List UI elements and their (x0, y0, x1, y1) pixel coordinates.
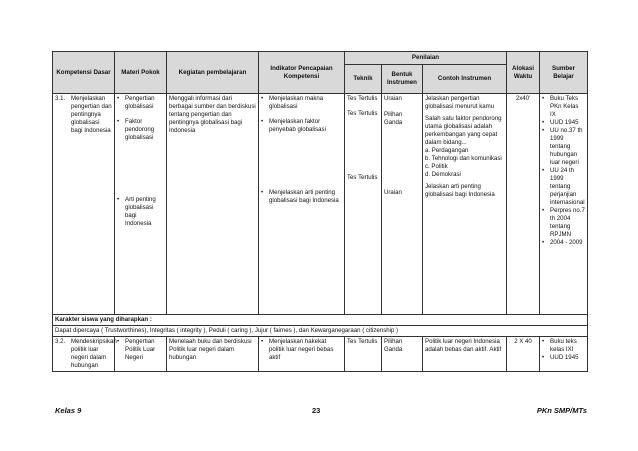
materi-item: Pengertian globalisasi (125, 95, 155, 110)
karakter-text: Dapat dipercaya ( Trustworthines), Integritas ( integrity ), Peduli ( caring ), Jujur ( fairnes ), dan Kewarganegaraan ( citizenship ) (53, 326, 588, 337)
bentuk-item: Uraian (384, 189, 402, 196)
bullet-icon: • (542, 127, 545, 134)
bentuk-item: Pilihan Ganda (384, 111, 403, 126)
sumber-item: UU no.37 th 1999 tentang hubungan luar negeri (550, 127, 583, 166)
header-kompetensi-dasar: Kompetensi Dasar (53, 52, 115, 94)
bullet-icon: • (542, 207, 545, 214)
bentuk-item: Uraian (384, 95, 402, 102)
kd-text: Mendeskripsikan politik luar negeri dalam hubungan (71, 338, 117, 369)
header-row-1 (53, 52, 588, 65)
bullet-icon: • (117, 118, 120, 125)
bullet-icon: • (261, 118, 264, 125)
materi-item: Arti penting globalisasi bagi Indonesia (125, 196, 156, 227)
alokasi-cell: 2 X 40 (507, 337, 540, 372)
bullet-icon: • (542, 354, 545, 361)
footer-subject: PKn SMP/MTs (536, 406, 587, 415)
header-penilaian: Penilaian (345, 52, 507, 65)
sumber-cell (540, 337, 588, 372)
alokasi-cell: 2x40' (507, 94, 540, 315)
bullet-icon: • (542, 119, 545, 126)
sumber-item: Perpres no.7 th 2004 tentang RPJMN (550, 207, 585, 238)
contoh-q3: Jelaskan arti penting globalisasi bagi Indonesia (425, 183, 495, 198)
header-indikator: Indikator Pencapaian Kompetensi (259, 52, 345, 94)
table-row-3-2 (53, 337, 588, 372)
bentuk-cell: Pilihan Ganda (382, 337, 423, 372)
teknik-item: Tes Tertulis (347, 110, 378, 117)
bullet-icon: • (542, 95, 545, 102)
table-row-3-1 (53, 94, 588, 315)
teknik-cell (345, 94, 382, 315)
option-d: d. Demokrasi (425, 171, 461, 178)
sumber-cell (540, 94, 588, 315)
syllabus-table (52, 51, 588, 372)
indikator-cell (259, 337, 345, 372)
header-kegiatan: Kegiatan pembelajaran (167, 52, 259, 94)
bullet-icon: • (261, 95, 264, 102)
sumber-item: Buku Teks PKn Kelas IX (550, 95, 579, 118)
bullet-icon: • (117, 196, 120, 203)
header-alokasi: Alokasi Waktu (507, 52, 540, 94)
karakter-label-row (53, 315, 588, 326)
header-sumber: Sumber Belajar (540, 52, 588, 94)
kegiatan-cell: Menggali informasi dari berbagai sumber dan berdiskusi tentang pengertian dan pentingnya globalisasi bagi Indonesia (167, 94, 259, 315)
syllabus-page (52, 51, 587, 372)
sumber-item: UUD 1945 (550, 354, 579, 361)
indikator-item: Menjelaskan makna globalisasi (269, 95, 324, 110)
sumber-item: Buku teks kelas IXI (550, 338, 577, 353)
contoh-cell (423, 94, 507, 315)
header-bentuk: Bentuk Instrumen (382, 65, 423, 94)
teknik-cell: Tes Tertulis (345, 337, 382, 372)
page-number: 23 (312, 406, 321, 415)
bentuk-cell (382, 94, 423, 315)
materi-cell (115, 337, 167, 372)
bullet-icon: • (542, 338, 545, 345)
kd-number: 3.2. (55, 338, 66, 345)
header-teknik: Teknik (345, 65, 382, 94)
contoh-q2: Salah satu faktor pendorong utama globalisasi adalah perkembangan yang cepat dalam bidang... (425, 115, 502, 146)
bullet-icon: • (117, 95, 120, 102)
contoh-cell: Politik luar negeri Indonesia adalah bebas dan aktif. Aktif (423, 337, 507, 372)
indikator-item: Menjelaskan arti penting globalisasi bagi Indonesia (269, 189, 339, 204)
header-materi-pokok: Materi Pokok (115, 52, 167, 94)
kd-text: Menjelaskan pengertian dan pentingnya globalisasi bagi Indonesia (71, 95, 112, 134)
materi-cell (115, 94, 167, 315)
bullet-icon: • (261, 338, 264, 345)
sumber-item: 2004 - 2009 (550, 239, 583, 246)
kegiatan-cell: Menelaah buku dan berdiskusi Politik luar negeri dalam hubungan (167, 337, 259, 372)
teknik-item: Tes Tertulis (347, 95, 378, 102)
contoh-q1: Jelaskan pengertian globalisasi menurut kamu (425, 95, 495, 110)
kd-number: 3.1. (55, 95, 66, 102)
option-c: c. Politik (425, 163, 448, 170)
materi-item: Faktor pendorong globalisasi (125, 118, 155, 141)
indikator-item: Menjelaskan faktor penyebab globalisasi (269, 118, 326, 133)
option-a: a. Perdagangan (425, 147, 469, 154)
bullet-icon: • (117, 338, 120, 345)
footer-class: Kelas 9 (55, 406, 82, 415)
karakter-label: Karakter siswa yang diharapkan : (53, 315, 588, 326)
sumber-item: UU 24 th 1999 tentang perjanjian internasional (550, 167, 585, 206)
teknik-item: Tes Tertulis (347, 174, 378, 181)
kd-cell (53, 337, 115, 372)
indikator-cell (259, 94, 345, 315)
karakter-text-row (53, 326, 588, 337)
option-b: b. Tehnologi dan komunikasi (425, 155, 502, 162)
header-contoh: Contoh Instrumen (423, 65, 507, 94)
sumber-item: UUD 1945 (550, 119, 579, 126)
materi-item: Pengertian Politik Luar Negeri (125, 338, 156, 361)
indikator-item: Menjelaskan hakekat politik luar negeri bebas aktif (269, 338, 334, 361)
bullet-icon: • (261, 189, 264, 196)
bullet-icon: • (542, 239, 545, 246)
kd-cell (53, 94, 115, 315)
bullet-icon: • (542, 167, 545, 174)
